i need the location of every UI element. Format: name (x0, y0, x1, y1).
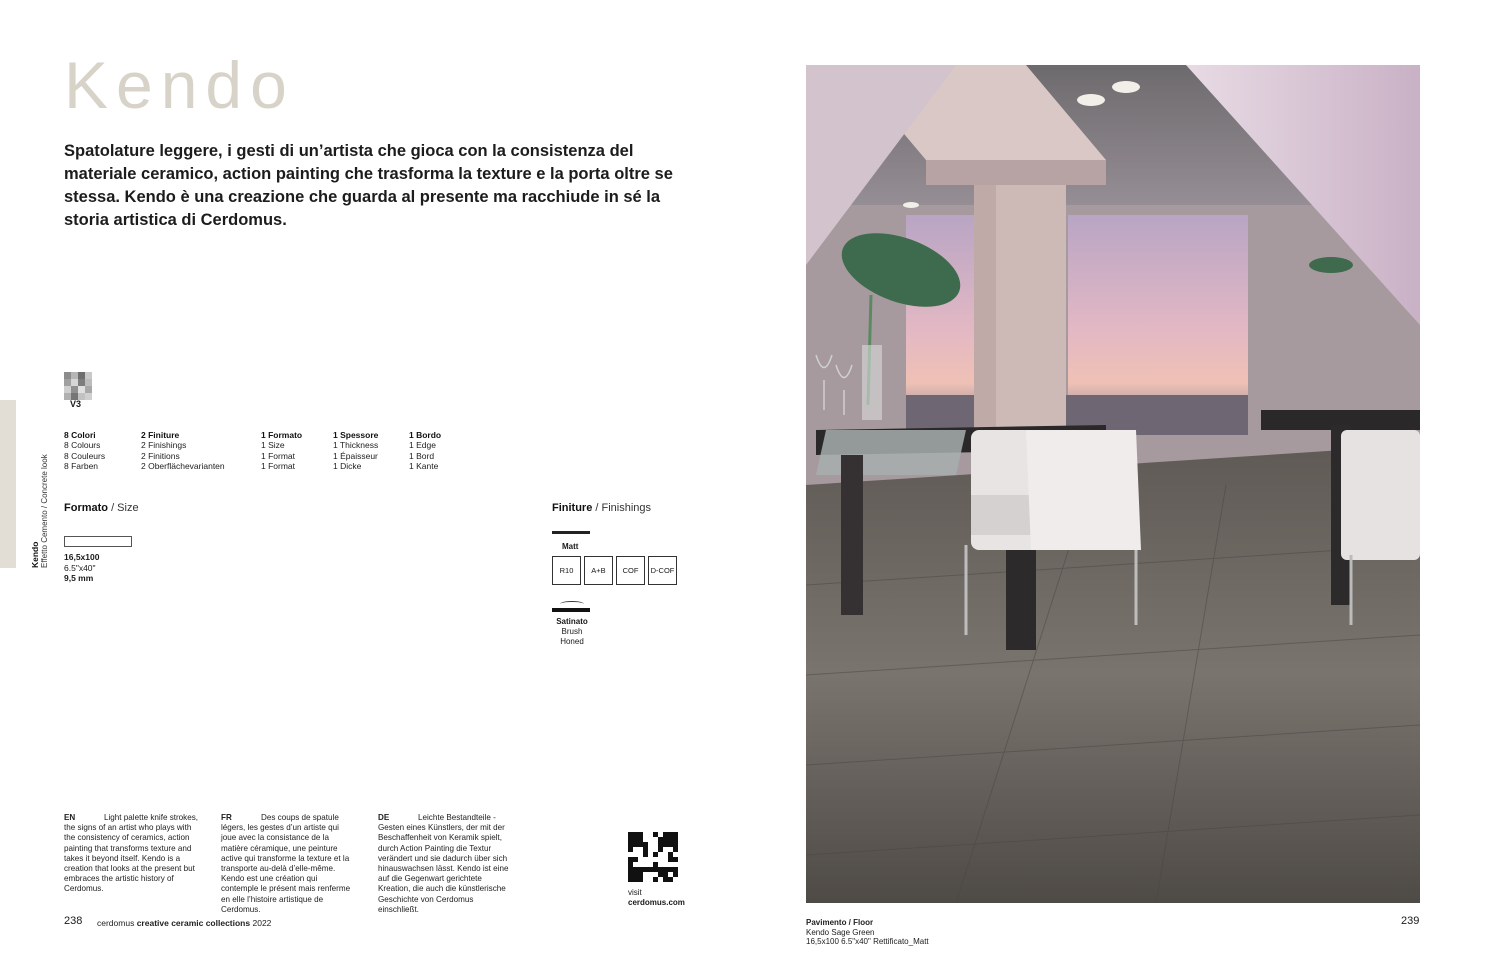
variation-swatch (64, 386, 71, 393)
photo-caption (806, 918, 929, 947)
page-number-right: 239 (1401, 915, 1420, 927)
spec-colors (64, 430, 105, 471)
badge-r10: R10 (552, 556, 581, 585)
format-size-cm: 16,5x100 (64, 552, 100, 562)
brand-collection: creative ceramic collections (136, 918, 251, 928)
qr-code[interactable] (628, 832, 678, 882)
satinato-arc-icon (560, 601, 584, 607)
brand-name: cerdomus (97, 918, 135, 928)
variation-swatch (78, 386, 85, 393)
matt-label: Matt (562, 542, 579, 551)
spec-line: 1 Dicke (333, 460, 362, 471)
page-number-left: 238 (64, 915, 83, 927)
format-heading-main: Formato (64, 502, 108, 514)
interior-photo (806, 65, 1420, 903)
visit-label: visit (628, 888, 642, 897)
spec-line: 1 Format (261, 450, 296, 461)
variation-icon (64, 372, 92, 400)
variation-swatch (85, 393, 92, 400)
variation-swatch (71, 372, 78, 379)
spec-line: 1 Épaisseur (333, 450, 378, 461)
finishes-heading-main: Finiture (552, 502, 593, 514)
badge-dcof: D-COF (648, 556, 677, 585)
lang-text: Leichte Bestandteile - Gesten eines Künstlers, der mit der Beschaffenheit von Keramik spielt, durch Action Painting die Textur verändert und sie dadurch über sich hinauswachsen lässt. Kendo ist eine auf die Gegenwart gerichtete Kreation, die auch die künstlerische Geschichte von Cerdomus einschließt. (378, 813, 509, 914)
spec-line: 1 Thickness (333, 440, 379, 451)
spec-line: 8 Colours (64, 440, 101, 451)
variation-swatch (85, 379, 92, 386)
side-label-category: Effetto Cemento / Concrete look (40, 454, 49, 568)
spec-line: 2 Oberflächevarianten (141, 460, 225, 471)
variation-swatch (71, 386, 78, 393)
side-tab (0, 400, 16, 568)
variation-swatch (71, 379, 78, 386)
satinato-finish-icon (552, 608, 590, 612)
footer-brand (97, 918, 271, 928)
spec-line: 1 Format (261, 460, 296, 471)
variation-swatch (85, 372, 92, 379)
page-title: Kendo (64, 48, 295, 122)
caption-title: Pavimento / Floor (806, 918, 874, 927)
spec-size (261, 430, 302, 471)
spec-line: 8 Farben (64, 460, 99, 471)
spec-title: 1 Bordo (409, 430, 442, 440)
spec-line: 2 Finishings (141, 440, 187, 451)
caption-line1: Kendo Sage Green (806, 927, 875, 937)
lang-fr (221, 813, 356, 915)
variation-swatch (78, 372, 85, 379)
qr-module (673, 877, 678, 882)
lang-code: FR (221, 813, 232, 822)
format-size (64, 552, 99, 584)
spec-line: 2 Finitions (141, 450, 180, 461)
lang-en (64, 813, 199, 895)
spec-line: 1 Kante (409, 460, 439, 471)
badge-ab: A+B (584, 556, 613, 585)
lang-code: EN (64, 813, 76, 822)
finishes-heading-sub: / Finishings (595, 502, 652, 514)
spec-finishes (141, 430, 225, 471)
variation-label: V3 (70, 399, 82, 409)
format-heading-sub: / Size (111, 502, 139, 514)
badge-cof: COF (616, 556, 645, 585)
spec-title: 1 Spessore (333, 430, 379, 440)
spec-line: 8 Couleurs (64, 450, 106, 461)
spec-line: 1 Bord (409, 450, 435, 461)
lang-de (378, 813, 513, 915)
format-thickness: 9,5 mm (64, 573, 94, 583)
side-label (30, 454, 50, 568)
spec-line: 1 Edge (409, 440, 436, 451)
lang-code: DE (378, 813, 390, 822)
visit-link[interactable] (628, 888, 685, 907)
spec-title: 8 Colori (64, 430, 96, 440)
variation-swatch (64, 379, 71, 386)
variation-swatch (85, 386, 92, 393)
spec-line: 1 Size (261, 440, 285, 451)
variation-swatch (78, 379, 85, 386)
caption-line2: 16,5x100 6.5"x40" Rettificato_Matt (806, 937, 929, 946)
format-heading (64, 502, 139, 514)
finishes-heading (552, 502, 651, 514)
visit-url[interactable]: cerdomus.com (628, 897, 685, 907)
intro-paragraph: Spatolature leggere, i gesti di un’artista che gioca con la consistenza del materiale ceramico, action painting che trasforma la texture e la porta oltre se stessa. Kendo è una creazione che guarda al presente ma racchiude in sé la storia artistica di Cerdomus. (64, 142, 673, 229)
spec-title: 2 Finiture (141, 430, 180, 440)
tile-format-shape (64, 536, 132, 547)
matt-finish-icon (552, 531, 590, 534)
format-size-in: 6.5"x40" (64, 562, 96, 573)
satinato-sub: Brush Honed (560, 627, 584, 646)
lang-text: Light palette knife strokes, the signs of an artist who plays with the consistency of ceramics, action painting that transforms texture and takes it beyond itself. Kendo is a creation that looks at the present but embraces the artistic history of Cerdomus. (64, 813, 199, 894)
satinato-title: Satinato (556, 617, 588, 626)
side-label-name: Kendo (30, 541, 40, 568)
brand-year: 2022 (252, 918, 272, 928)
lang-text: Des coups de spatule légers, les gestes d’un artiste qui joue avec la consistance de la matière céramique, une peinture active qui transforme la texture et la transporte au-delà d’elle-même. Kendo est une création qui contemple le présent mais renferme en elle l’histoire artistique de Cerdomus. (221, 813, 351, 914)
variation-swatch (64, 372, 71, 379)
satinato-label (549, 617, 595, 647)
spec-title: 1 Formato (261, 430, 303, 440)
spec-edge (409, 430, 441, 471)
spec-thickness (333, 430, 378, 471)
